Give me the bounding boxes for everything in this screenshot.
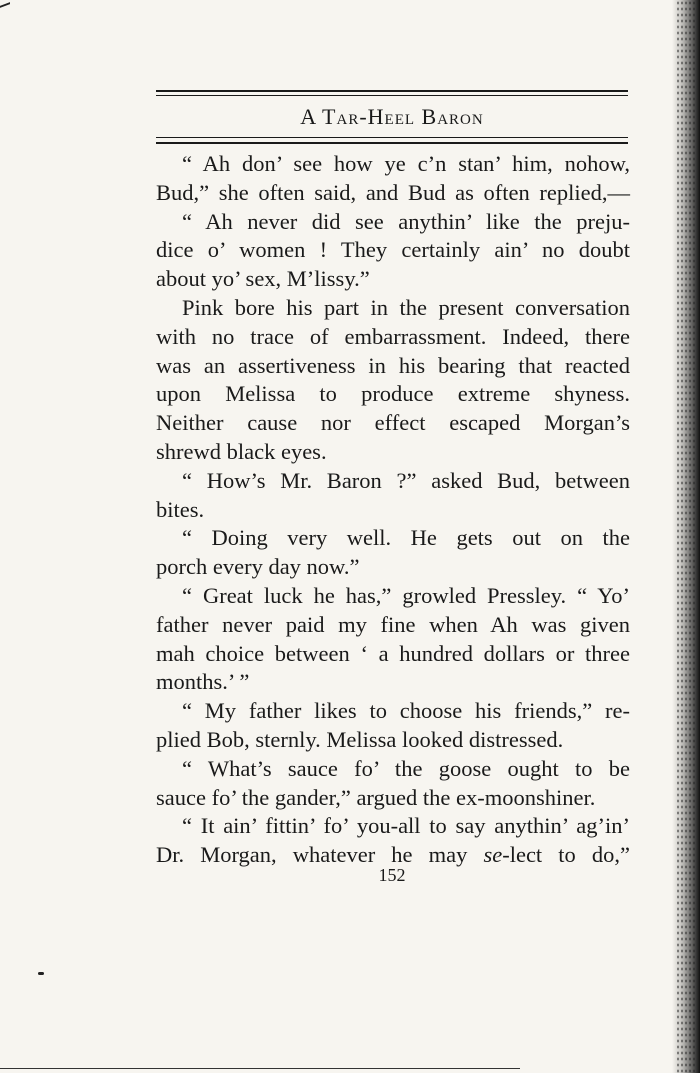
text-line: porch every day now.” [156,554,360,580]
scan-corner-mark [0,2,10,14]
text-line: sauce fo’ the gander,” argued the ex-moonshiner. [156,784,596,810]
text-line: “ Ah never did see anythin’ like the preju- [182,208,630,234]
text-line: “ My father likes to choose his friends,” re- [182,698,630,724]
scan-bottom-line [0,1068,520,1069]
text-line: about yo’ sex, M’lissy.” [156,266,370,292]
running-head: A Tar-Heel Baron [300,104,484,129]
text-line: “ What’s sauce fo’ the goose ought to be [182,755,630,781]
page-edge-texture [676,0,696,1073]
text-line: “ It ain’ fittin’ fo’ you-all to say anythin’ ag’in’ [182,813,630,839]
text-line: months.’ ” [156,669,250,695]
text-line: dice o’ women ! They certainly ain’ no doubt [156,237,630,263]
text-line: “ How’s Mr. Baron ?” asked Bud, between [182,467,630,493]
text-line: “ Doing very well. He gets out on the [182,525,630,551]
header-rule-bottom [156,142,628,144]
text-line: mah choice between ‘ a hundred dollars or three [156,640,630,666]
text-line: with no trace of embarrassment. Indeed, there [156,323,630,349]
header-rule-top-thin [156,95,628,96]
text-line: shrewd black eyes. [156,438,327,464]
header-rule-top [156,90,628,92]
text-line: bites. [156,496,205,522]
text-line: Dr. Morgan, whatever he may se-lect to do,” [156,842,630,868]
body-text [156,150,630,870]
header-rule-bottom-thin [156,137,628,138]
text-line: plied Bob, sternly. Melissa looked distressed. [156,726,564,752]
page-number: 152 [378,865,406,885]
text-line: Pink bore his part in the present conversation [182,294,630,320]
text-line: was an assertiveness in his bearing that reacted [156,352,630,378]
text-line: Neither cause nor effect escaped Morgan’s [156,410,630,436]
scan-speck [38,972,44,975]
text-line: father never paid my fine when Ah was given [156,611,630,637]
text-line: “ Ah don’ see how ye c’n stan’ him, nohow, [182,151,630,176]
text-line: upon Melissa to produce extreme shyness. [156,381,630,407]
text-line: “ Great luck he has,” growled Pressley. “ Yo’ [182,582,630,608]
text-line: Bud,” she often said, and Bud as often replied,— [156,179,630,205]
